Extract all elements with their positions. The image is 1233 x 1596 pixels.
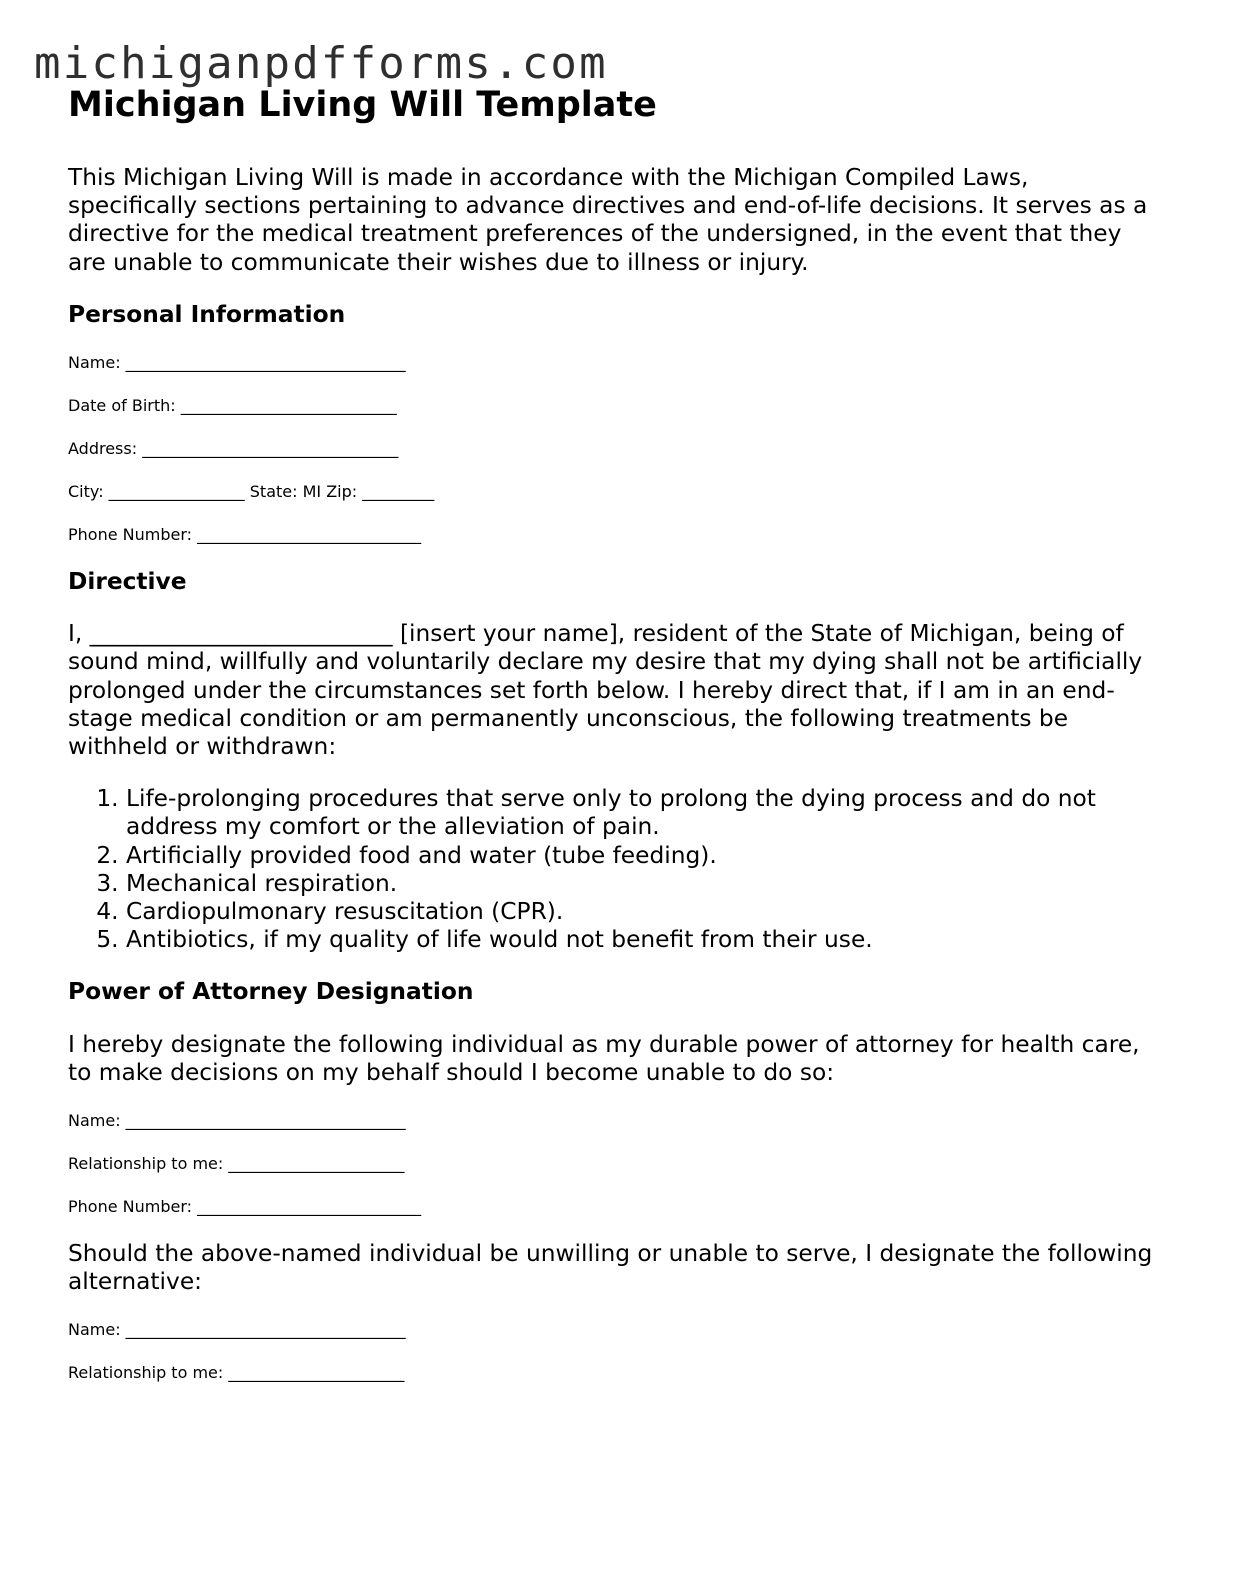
power-of-attorney-heading: Power of Attorney Designation xyxy=(68,978,474,1006)
list-item: 4. Cardiopulmonary resuscitation (CPR). xyxy=(126,898,1158,926)
document-page xyxy=(68,82,1158,1406)
city-state-zip-field: City: _________________ State: MI Zip: _________ xyxy=(68,482,435,502)
alternative-name-field: Name: ___________________________________ xyxy=(68,1320,406,1340)
poa-phone-field: Phone Number: ____________________________ xyxy=(68,1197,422,1217)
alternative-intro-paragraph: Should the above-named individual be unwilling or unable to serve, I designate the following alternative: xyxy=(68,1240,1153,1296)
date-of-birth-field: Date of Birth: ___________________________ xyxy=(68,396,397,416)
intro-paragraph: This Michigan Living Will is made in accordance with the Michigan Compiled Laws, specifically sections pertaining to advance directives and end-of-life decisions. It serves as a directive for the medical treatment preferences of the undersigned, in the event that they are unable to communicate their wishes due to illness or injury. xyxy=(68,164,1148,276)
list-item: 5. Antibiotics, if my quality of life would not benefit from their use. xyxy=(126,926,1158,954)
document-title: Michigan Living Will Template xyxy=(68,85,657,125)
address-field: Address: ________________________________ xyxy=(68,439,399,459)
poa-relationship-field: Relationship to me: ______________________ xyxy=(68,1154,405,1174)
site-watermark: michiganpdfforms.com xyxy=(34,38,608,89)
treatment-list xyxy=(68,785,1158,954)
name-field: Name: ___________________________________ xyxy=(68,353,406,373)
directive-heading: Directive xyxy=(68,568,187,596)
directive-declaration: I, __________________________ [insert your name], resident of the State of Michigan, being of sound mind, willfully and voluntarily declare my desire that my dying shall not be artificially prolonged under the circumstances set forth below. I hereby direct that, if I am in an end-stage medical condition or am permanently unconscious, the following treatments be withheld or withdrawn: xyxy=(68,620,1143,761)
poa-intro-paragraph: I hereby designate the following individual as my durable power of attorney for health care, to make decisions on my behalf should I become unable to do so: xyxy=(68,1030,1140,1086)
alternative-relationship-field: Relationship to me: ______________________ xyxy=(68,1363,405,1383)
list-item: 3. Mechanical respiration. xyxy=(126,870,1158,898)
list-item: 2. Artificially provided food and water (tube feeding). xyxy=(126,842,1158,870)
phone-number-field: Phone Number: ____________________________ xyxy=(68,525,422,545)
poa-name-field: Name: ___________________________________ xyxy=(68,1111,406,1131)
personal-information-heading: Personal Information xyxy=(68,300,346,328)
list-item: 1. Life-prolonging procedures that serve only to prolong the dying process and do not address my comfort or the alleviation of pain. xyxy=(126,785,1158,841)
